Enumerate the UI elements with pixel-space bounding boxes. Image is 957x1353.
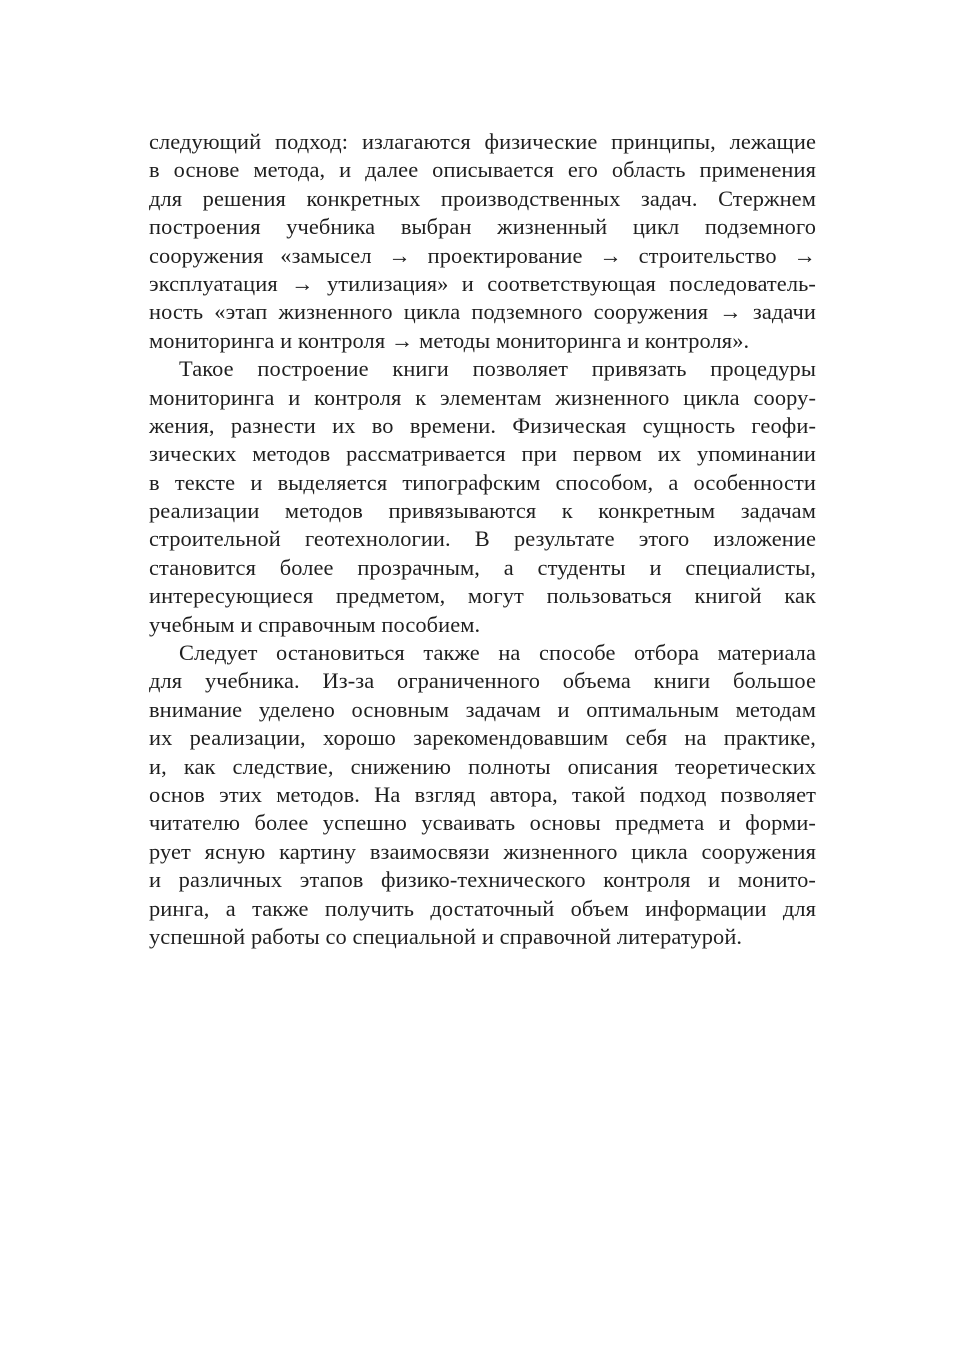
text-line: учебным и справочным пособием. (149, 611, 481, 637)
text-line: мониторинга и контроля → методы мониторинга и контроля». (149, 327, 750, 353)
body-text (149, 128, 816, 951)
text-line: жения, разнести их во времени. Физическая сущность геофи- (149, 412, 816, 438)
text-line: интересующиеся предметом, могут пользоваться книгой как (149, 583, 816, 609)
text-line: построения учебника выбран жизненный цикл подземного (149, 214, 816, 240)
text-line: для решения конкретных производственных задач. Стержнем (149, 185, 816, 211)
text-line: успешной работы со специальной и справочной литературой. (149, 923, 743, 949)
text-line: основ этих методов. На взгляд автора, такой подход позволяет (149, 781, 816, 807)
text-line: рует ясную картину взаимосвязи жизненного цикла сооружения (149, 838, 816, 864)
text-line: становится более прозрачным, а студенты и специалисты, (149, 554, 816, 580)
text-line: зических методов рассматривается при первом их упоминании (149, 441, 816, 467)
text-line: и различных этапов физико-технического контроля и монито- (149, 867, 816, 893)
text-line: Такое построение книги позволяет привязать процедуры (179, 356, 816, 382)
text-line: для учебника. Из-за ограниченного объема книги большое (149, 668, 816, 694)
text-line: ность «этап жизненного цикла подземного сооружения → задачи (149, 299, 816, 325)
text-line: Следует остановиться также на способе отбора материала (179, 640, 816, 666)
text-line: их реализации, хорошо зарекомендовавшим себя на практике, (149, 725, 816, 751)
text-line: в тексте и выделяется типографским способом, а особенности (149, 469, 816, 495)
text-line: и, как следствие, снижению полноты описания теоретических (149, 753, 816, 779)
text-line: ринга, а также получить достаточный объем информации для (149, 895, 816, 921)
text-line: в основе метода, и далее описывается его область применения (149, 157, 816, 183)
text-line: мониторинга и контроля к элементам жизненного цикла соору- (149, 384, 816, 410)
text-line: внимание уделено основным задачам и оптимальным методам (149, 696, 816, 722)
text-line: читателю более успешно усваивать основы предмета и форми- (149, 810, 816, 836)
text-line: реализации методов привязываются к конкретным задачам (149, 498, 816, 524)
text-line: следующий подход: излагаются физические принципы, лежащие (149, 129, 816, 154)
text-line: строительной геотехнологии. В результате этого изложение (149, 526, 816, 552)
text-line: сооружения «замысел → проектирование → строительство → (149, 242, 816, 268)
text-line: эксплуатация → утилизация» и соответствующая последователь- (149, 270, 816, 296)
